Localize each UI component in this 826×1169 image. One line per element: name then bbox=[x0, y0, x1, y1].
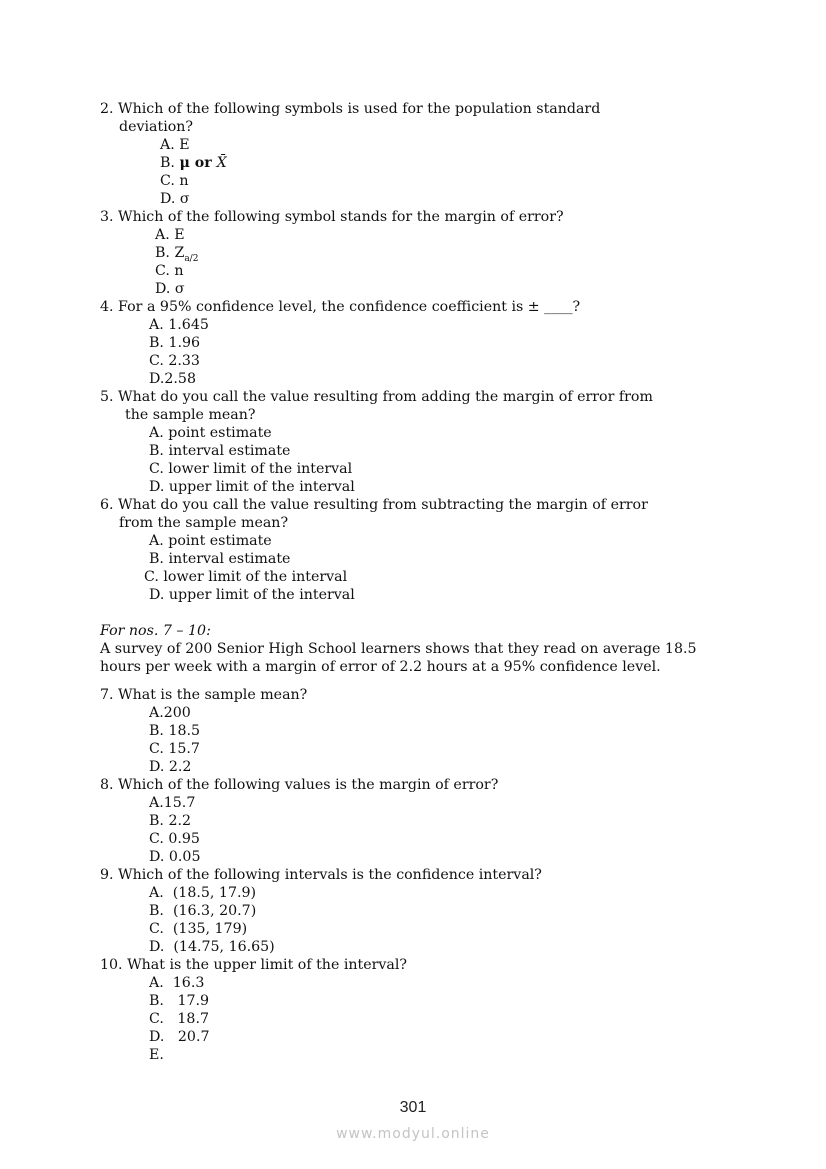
question-stem: from the sample mean? bbox=[119, 515, 289, 531]
option: A. 16.3 bbox=[149, 975, 205, 991]
option: A. point estimate bbox=[149, 425, 272, 441]
option-label: B. Z bbox=[155, 245, 185, 261]
option: C. 15.7 bbox=[149, 741, 200, 757]
option: D. σ bbox=[160, 191, 190, 207]
option: C. (135, 179) bbox=[149, 921, 248, 937]
option: D. upper limit of the interval bbox=[149, 479, 355, 495]
option: C. lower limit of the interval bbox=[149, 461, 353, 477]
option: C. lower limit of the interval bbox=[144, 569, 348, 585]
option: A. point estimate bbox=[149, 533, 272, 549]
option: C. 18.7 bbox=[149, 1011, 209, 1027]
question-stem: 9. Which of the following intervals is the confidence interval? bbox=[100, 867, 542, 883]
option: B. interval estimate bbox=[149, 443, 291, 459]
question-stem: 5. What do you call the value resulting from adding the margin of error from bbox=[100, 389, 653, 405]
subscript: a/2 bbox=[184, 253, 199, 264]
question-stem: 10. What is the upper limit of the interval? bbox=[100, 957, 408, 973]
option: D. σ bbox=[155, 281, 185, 297]
option: B. 17.9 bbox=[149, 993, 210, 1009]
question-stem: 3. Which of the following symbol stands for the margin of error? bbox=[100, 209, 564, 225]
question-stem: 2. Which of the following symbols is used for the population standard bbox=[100, 101, 601, 117]
option: D.2.58 bbox=[149, 371, 196, 387]
option: A. 1.645 bbox=[149, 317, 209, 333]
option: D. 20.7 bbox=[149, 1029, 210, 1045]
question-stem: 8. Which of the following values is the margin of error? bbox=[100, 777, 499, 793]
option: C. 0.95 bbox=[149, 831, 200, 847]
context-text: A survey of 200 Senior High School learners shows that they read on average 18.5 bbox=[100, 641, 697, 657]
option-xbar: X̄ bbox=[216, 155, 227, 171]
question-stem: the sample mean? bbox=[125, 407, 256, 423]
option: D. 2.2 bbox=[149, 759, 192, 775]
option: D. 0.05 bbox=[149, 849, 201, 865]
option-bold: μ or bbox=[179, 155, 217, 171]
context-heading: For nos. 7 – 10: bbox=[100, 623, 211, 639]
question-stem: 4. For a 95% confidence level, the confidence coefficient is ± ____? bbox=[100, 299, 581, 315]
context-text: hours per week with a margin of error of 2.2 hours at a 95% confidence level. bbox=[100, 659, 661, 675]
option: B. 2.2 bbox=[149, 813, 192, 829]
option: D. upper limit of the interval bbox=[149, 587, 355, 603]
option: A.200 bbox=[149, 705, 191, 721]
option: A. E bbox=[160, 137, 190, 153]
option: A. (18.5, 17.9) bbox=[149, 885, 257, 901]
option: E. bbox=[149, 1047, 164, 1063]
option: C. n bbox=[160, 173, 189, 189]
option bbox=[160, 154, 227, 172]
option: A. E bbox=[155, 227, 185, 243]
page-number: 301 bbox=[399, 1099, 427, 1116]
option: A.15.7 bbox=[149, 795, 196, 811]
option-label: B. bbox=[160, 155, 180, 171]
option: C. n bbox=[155, 263, 184, 279]
watermark: www.modyul.online bbox=[336, 1126, 490, 1142]
option: C. 2.33 bbox=[149, 353, 200, 369]
option: B. (16.3, 20.7) bbox=[149, 903, 257, 919]
question-stem: 6. What do you call the value resulting from subtracting the margin of error bbox=[100, 497, 648, 513]
option: B. interval estimate bbox=[149, 551, 291, 567]
question-stem: deviation? bbox=[119, 119, 194, 135]
option: B. 1.96 bbox=[149, 335, 201, 351]
question-stem: 7. What is the sample mean? bbox=[100, 687, 308, 703]
option: D. (14.75, 16.65) bbox=[149, 939, 275, 955]
option: B. 18.5 bbox=[149, 723, 201, 739]
